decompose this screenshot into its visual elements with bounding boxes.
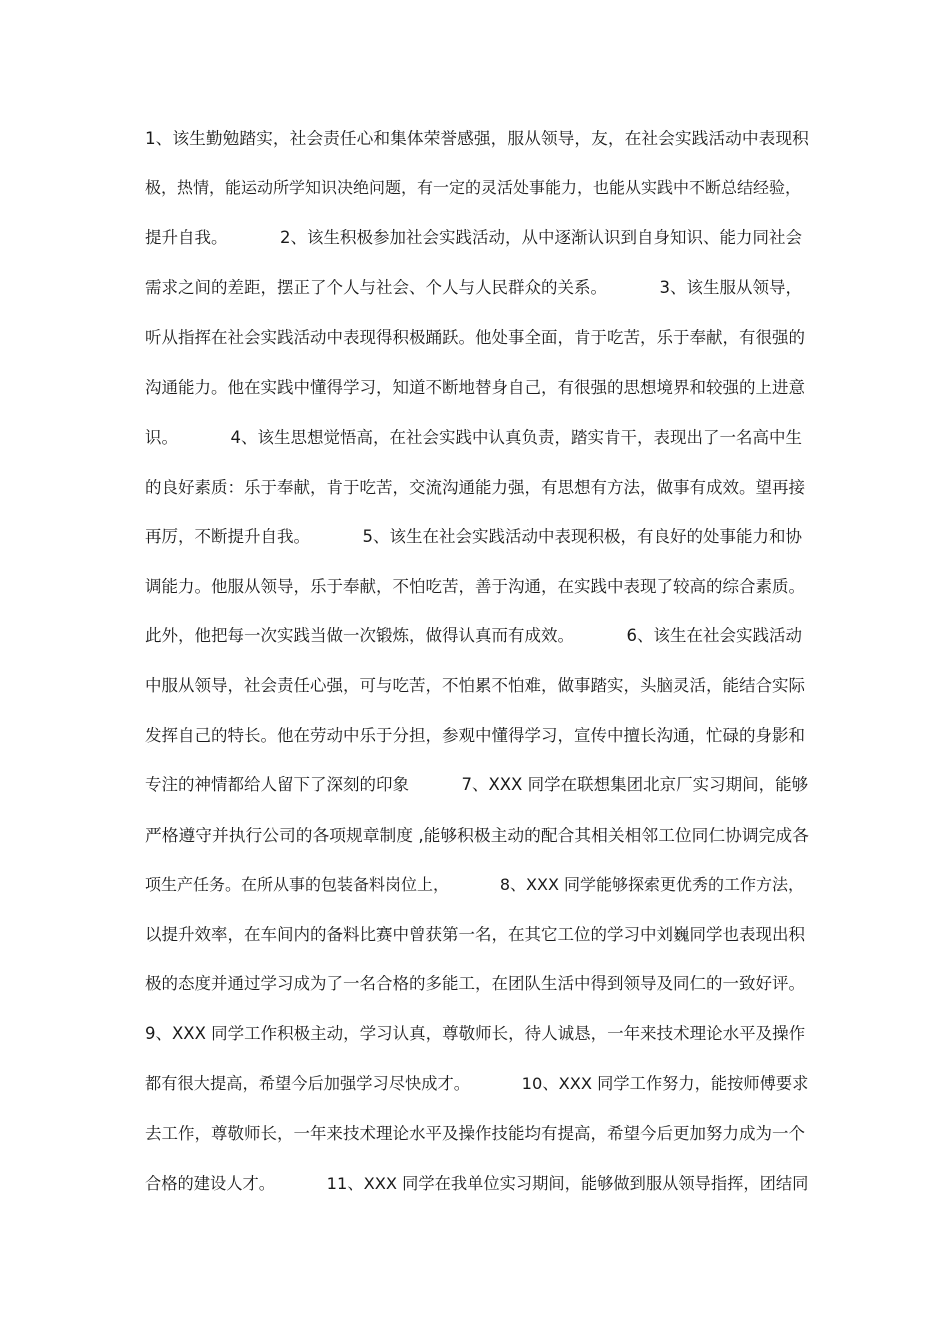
text-line: 沟通能力。他在实践中懂得学习，知道不断地替身自己，有很强的思想境界和较强的上进意 <box>145 378 805 397</box>
text-line: 的良好素质：乐于奉献，肯于吃苦，交流沟通能力强，有思想有方法，做事有成效。望再接 <box>145 478 805 497</box>
text-line: 提升自我。 2、该生积极参加社会实践活动，从中逐渐认识到自身知识、能力同社会 <box>145 228 802 247</box>
text-line: 听从指挥在社会实践活动中表现得积极踊跃。他处事全面，肯于吃苦，乐于奉献，有很强的 <box>145 328 805 347</box>
text-line: 识。 4、该生思想觉悟高，在社会实践中认真负责，踏实肯干，表现出了一名高中生 <box>145 428 802 447</box>
text-line: 严格遵守并执行公司的各项规章制度 ,能够积极主动的配合其相关相邻工位同仁协调完成各 <box>145 825 809 845</box>
text-line: 极的态度并通过学习成为了一名合格的多能工，在团队生活中得到领导及同仁的一致好评。 <box>145 974 805 993</box>
text-line: 专注的神情都给人留下了深刻的印象 7、XXX 同学在联想集团北京厂实习期间，能够 <box>145 775 809 794</box>
text-line: 此外，他把每一次实践当做一次锻炼，做得认真而有成效。 6、该生在社会实践活动 <box>145 626 802 645</box>
text-line: 发挥自己的特长。他在劳动中乐于分担，参观中懂得学习，宣传中擅长沟通，忙碌的身影和 <box>145 726 805 745</box>
text-line: 9、XXX 同学工作积极主动，学习认真，尊敬师长，待人诚恳，一年来技术理论水平及操作 <box>145 1024 806 1043</box>
text-line: 都有很大提高，希望今后加强学习尽快成才。 10、XXX 同学工作努力，能按师傅要求 <box>145 1074 809 1093</box>
text-line: 以提升效率，在车间内的备料比赛中曾获第一名，在其它工位的学习中刘巍同学也表现出积 <box>145 925 805 944</box>
text-line: 再厉，不断提升自我。 5、该生在社会实践活动中表现积极，有良好的处事能力和协 <box>145 527 802 546</box>
text-line: 去工作，尊敬师长，一年来技术理论水平及操作技能均有提高，希望今后更加努力成为一个 <box>145 1124 805 1143</box>
text-line: 1、该生勤勉踏实，社会责任心和集体荣誉感强，服从领导，友，在社会实践活动中表现积 <box>145 128 809 148</box>
text-line: 极，热情，能运动所学知识决绝问题，有一定的灵活处事能力，也能从实践中不断总结经验， <box>145 178 802 197</box>
text-line: 项生产任务。在所从事的包装备料岗位上， 8、XXX 同学能够探索更优秀的工作方法， <box>145 875 805 894</box>
text-line: 合格的建设人才。 11、XXX 同学在我单位实习期间，能够做到服从领导指挥，团结同 <box>145 1174 809 1193</box>
text-line: 中服从领导，社会责任心强，可与吃苦，不怕累不怕难，做事踏实，头脑灵活，能结合实际 <box>145 676 805 695</box>
text-line: 需求之间的差距，摆正了个人与社会、个人与人民群众的关系。 3、该生服从领导， <box>145 278 802 297</box>
text-line: 调能力。他服从领导，乐于奉献，不怕吃苦，善于沟通，在实践中表现了较高的综合素质。 <box>145 577 805 596</box>
